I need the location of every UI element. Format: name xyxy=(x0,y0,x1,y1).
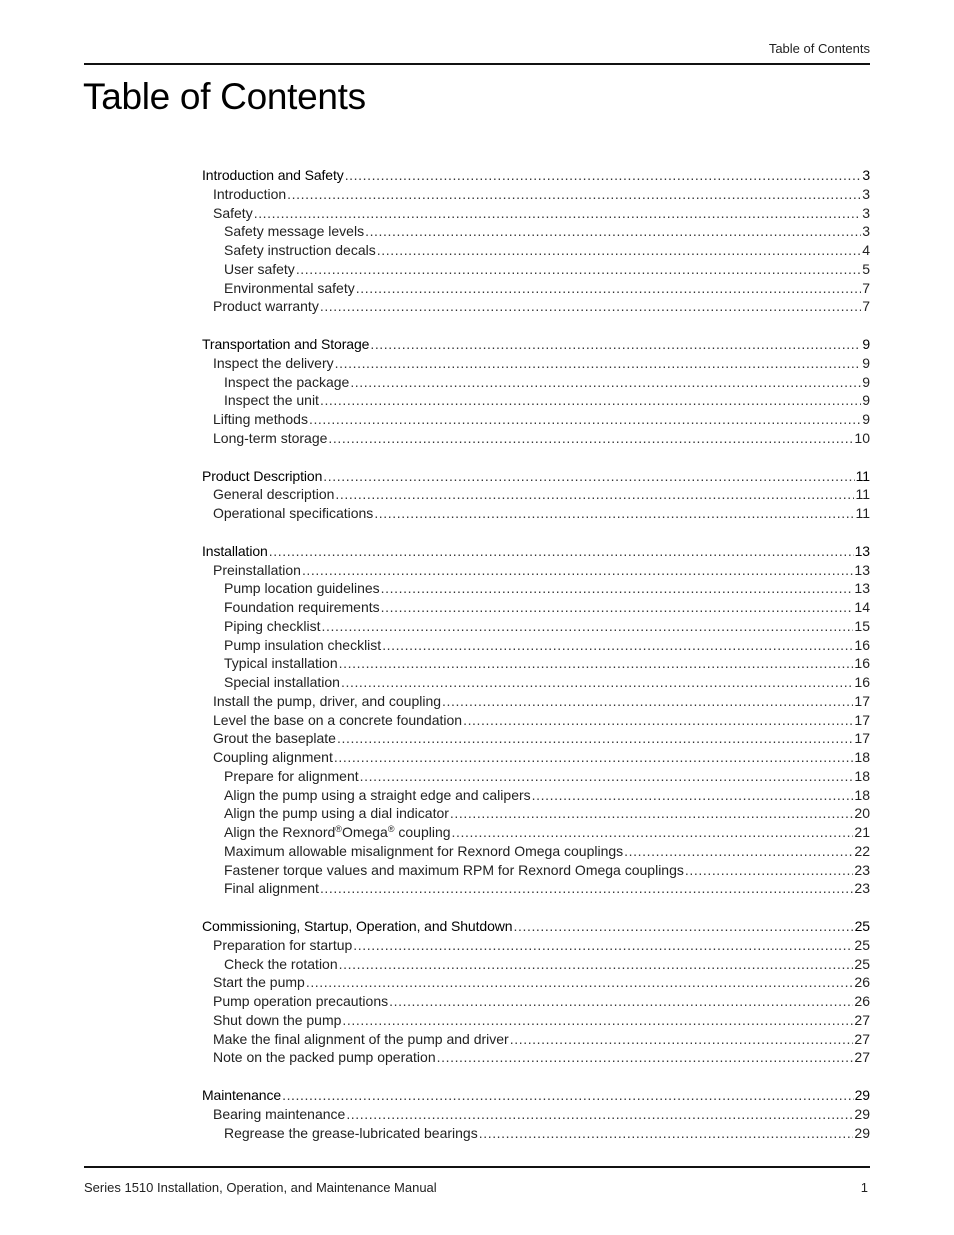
toc-dot-leader xyxy=(381,579,854,598)
toc-dot-leader xyxy=(335,485,854,504)
toc-page-number: 3 xyxy=(862,223,870,240)
toc-subsection-entry[interactable] xyxy=(202,1030,870,1049)
toc-dot-leader xyxy=(532,786,854,805)
toc-entry-title-text: Introduction and Safety xyxy=(202,167,344,183)
toc-entry-title xyxy=(224,879,319,898)
toc-subsubsection-entry[interactable] xyxy=(202,879,870,898)
toc-page-number: 9 xyxy=(862,392,870,409)
toc-dot-leader xyxy=(365,222,861,241)
toc-entry-title-text: Introduction xyxy=(213,185,287,202)
toc-dot-leader xyxy=(254,204,862,223)
toc-entry-title xyxy=(213,504,373,523)
toc-dot-leader xyxy=(463,711,853,730)
toc-dot-leader xyxy=(374,504,854,523)
toc-entry-title-text: Align the pump using a dial indicator xyxy=(224,805,449,822)
toc-page-number: 9 xyxy=(862,373,870,390)
toc-dot-leader xyxy=(339,955,854,974)
table-of-contents xyxy=(202,166,870,1161)
toc-page-number: 11 xyxy=(855,467,870,484)
toc-entry-title-text: Long-term storage xyxy=(213,429,328,446)
toc-section xyxy=(202,917,870,1067)
toc-entry-title xyxy=(224,241,376,260)
toc-subsubsection-entry[interactable] xyxy=(202,767,870,786)
toc-dot-leader xyxy=(306,973,854,992)
toc-page-number: 3 xyxy=(862,204,870,221)
toc-subsubsection-entry[interactable] xyxy=(202,823,870,842)
toc-entry-title-text: Maintenance xyxy=(202,1087,282,1103)
toc-entry-title-text: Note on the packed pump operation xyxy=(213,1049,436,1066)
toc-entry-title-text: Install the pump, driver, and coupling xyxy=(213,692,442,709)
toc-page-number: 23 xyxy=(854,880,870,897)
toc-dot-leader xyxy=(381,598,854,617)
toc-entry-title xyxy=(224,673,340,692)
toc-page-number: 21 xyxy=(854,824,870,840)
toc-page-number: 27 xyxy=(854,1049,870,1066)
toc-subsubsection-entry[interactable] xyxy=(202,1124,870,1143)
toc-entry-title xyxy=(213,729,336,748)
toc-entry-title xyxy=(224,842,623,861)
toc-subsection-entry[interactable] xyxy=(202,297,870,316)
toc-dot-leader xyxy=(382,636,853,655)
toc-entry-title xyxy=(213,973,305,992)
toc-dot-leader xyxy=(287,185,861,204)
toc-entry-title-text: Typical installation xyxy=(224,655,338,672)
toc-entry-title xyxy=(213,204,253,223)
toc-entry-title-text: Make the final alignment of the pump and driver xyxy=(213,1030,509,1047)
toc-entry-title-text: Level the base on a concrete foundation xyxy=(213,711,463,728)
toc-entry-title-text: User safety xyxy=(224,260,295,277)
toc-entry-title xyxy=(213,748,333,767)
toc-entry-title xyxy=(224,1124,478,1143)
toc-dot-leader xyxy=(328,429,853,448)
toc-entry-title-text: Check the rotation xyxy=(224,955,338,972)
toc-chapter-entry[interactable] xyxy=(202,542,870,561)
toc-dot-leader xyxy=(342,1011,853,1030)
toc-page-number: 13 xyxy=(854,542,870,559)
toc-dot-leader xyxy=(350,373,861,392)
toc-entry-title-text: General description xyxy=(213,486,335,503)
toc-dot-leader xyxy=(322,617,854,636)
toc-entry-title xyxy=(224,654,338,673)
toc-dot-leader xyxy=(346,1105,853,1124)
toc-entry-title xyxy=(224,391,319,410)
toc-subsection-entry[interactable] xyxy=(202,1105,870,1124)
toc-page-number: 4 xyxy=(862,242,870,258)
toc-entry-title xyxy=(224,598,380,617)
toc-subsubsection-entry[interactable] xyxy=(202,861,870,880)
toc-section xyxy=(202,542,870,898)
toc-dot-leader xyxy=(335,354,862,373)
toc-page-number: 3 xyxy=(862,185,870,202)
toc-entry-title xyxy=(224,279,355,298)
toc-entry-title-text: coupling xyxy=(394,824,451,840)
toc-entry-title xyxy=(213,1048,436,1067)
toc-page-number: 11 xyxy=(855,486,870,503)
toc-entry-title-text: Align the pump using a straight edge and calipers xyxy=(224,786,531,803)
toc-chapter-entry[interactable] xyxy=(202,166,870,185)
toc-page-number: 9 xyxy=(862,411,870,427)
header-rule xyxy=(84,63,870,65)
toc-entry-title-text: Safety message levels xyxy=(224,223,365,240)
toc-dot-leader xyxy=(320,391,861,410)
toc-entry-title-text: Pump operation precautions xyxy=(213,993,389,1009)
toc-entry-title-text: Maximum allowable misalignment for Rexnord Omega couplings xyxy=(224,842,624,859)
toc-entry-title-text: Inspect the unit xyxy=(224,392,319,409)
toc-page-number: 25 xyxy=(854,918,870,934)
toc-entry-title xyxy=(224,955,338,974)
toc-entry-title-text: Shut down the pump xyxy=(213,1011,342,1028)
toc-page-number: 13 xyxy=(854,561,870,578)
toc-entry-title xyxy=(224,823,451,842)
toc-entry-title xyxy=(213,936,352,955)
toc-dot-leader xyxy=(323,467,854,486)
toc-entry-title-text: Safety xyxy=(213,204,253,221)
toc-dot-leader xyxy=(624,842,853,861)
toc-page-number: 16 xyxy=(854,674,870,690)
toc-entry-title xyxy=(213,429,327,448)
toc-page-number: 23 xyxy=(854,861,870,878)
toc-dot-leader xyxy=(334,748,854,767)
toc-page-number: 18 xyxy=(854,767,870,784)
toc-chapter-entry[interactable] xyxy=(202,1086,870,1105)
toc-dot-leader xyxy=(360,767,854,786)
toc-page-number: 16 xyxy=(854,655,870,672)
toc-subsection-entry[interactable] xyxy=(202,748,870,767)
toc-dot-leader xyxy=(437,1048,854,1067)
toc-entry-title xyxy=(202,917,512,936)
toc-subsubsection-entry[interactable] xyxy=(202,579,870,598)
toc-entry-title xyxy=(213,992,388,1011)
toc-dot-leader xyxy=(302,561,853,580)
footer-rule xyxy=(84,1166,870,1168)
toc-entry-title xyxy=(213,692,441,711)
toc-entry-title-text: Omega xyxy=(341,824,388,840)
toc-entry-title xyxy=(213,410,308,429)
toc-subsection-entry[interactable] xyxy=(202,485,870,504)
toc-subsection-entry[interactable] xyxy=(202,354,870,373)
toc-chapter-entry[interactable] xyxy=(202,917,870,936)
toc-dot-leader xyxy=(339,654,854,673)
toc-dot-leader xyxy=(309,410,861,429)
toc-page-number: 10 xyxy=(854,429,870,446)
toc-entry-title xyxy=(224,222,364,241)
toc-page-number: 9 xyxy=(862,336,870,352)
toc-subsection-entry[interactable] xyxy=(202,1011,870,1030)
toc-subsubsection-entry[interactable] xyxy=(202,673,870,692)
toc-page-number: 13 xyxy=(854,580,870,597)
toc-subsubsection-entry[interactable] xyxy=(202,260,870,279)
toc-dot-leader xyxy=(296,260,861,279)
toc-page-number: 18 xyxy=(854,786,870,803)
toc-dot-leader xyxy=(513,917,853,936)
toc-entry-title xyxy=(213,711,462,730)
toc-page-number: 17 xyxy=(854,711,870,728)
toc-entry-title xyxy=(213,485,334,504)
toc-entry-title-text: Preinstallation xyxy=(213,561,301,578)
toc-entry-title-text: Safety instruction decals xyxy=(224,242,376,258)
toc-entry-title-text: Transportation and Storage xyxy=(202,336,370,352)
toc-page-number: 27 xyxy=(854,1030,870,1047)
toc-page-number: 29 xyxy=(854,1124,870,1141)
toc-entry-title xyxy=(202,166,344,185)
toc-subsection-entry[interactable] xyxy=(202,185,870,204)
toc-page-number: 11 xyxy=(855,505,870,521)
toc-entry-title xyxy=(224,617,321,636)
toc-subsection-entry[interactable] xyxy=(202,973,870,992)
toc-chapter-entry[interactable] xyxy=(202,467,870,486)
toc-page-number: 27 xyxy=(854,1011,870,1028)
toc-dot-leader xyxy=(479,1124,854,1143)
toc-entry-title-text: Start the pump xyxy=(213,974,305,991)
toc-entry-title-text: Special installation xyxy=(224,674,340,690)
toc-subsubsection-entry[interactable] xyxy=(202,391,870,410)
toc-subsubsection-entry[interactable] xyxy=(202,241,870,260)
toc-page-number: 17 xyxy=(854,692,870,709)
toc-subsubsection-entry[interactable] xyxy=(202,842,870,861)
toc-page-number: 5 xyxy=(862,260,870,277)
toc-dot-leader xyxy=(356,279,861,298)
toc-entry-title-text: Inspect the delivery xyxy=(213,354,334,371)
toc-page-number: 7 xyxy=(862,298,870,315)
toc-entry-title-text: Preparation for startup xyxy=(213,936,353,953)
running-header: Table of Contents xyxy=(768,41,870,56)
toc-page-number: 9 xyxy=(862,354,870,371)
toc-entry-title xyxy=(224,786,531,805)
toc-subsection-entry[interactable] xyxy=(202,410,870,429)
toc-entry-title xyxy=(213,297,319,316)
toc-subsubsection-entry[interactable] xyxy=(202,955,870,974)
toc-subsubsection-entry[interactable] xyxy=(202,617,870,636)
toc-dot-leader xyxy=(341,673,853,692)
toc-entry-title xyxy=(202,542,268,561)
toc-entry-title-text: Final alignment xyxy=(224,880,319,897)
toc-entry-title xyxy=(224,804,449,823)
toc-subsection-entry[interactable] xyxy=(202,992,870,1011)
toc-entry-title xyxy=(224,636,381,655)
toc-subsubsection-entry[interactable] xyxy=(202,804,870,823)
toc-subsection-entry[interactable] xyxy=(202,936,870,955)
footer-page-number: 1 xyxy=(860,1180,868,1195)
toc-subsubsection-entry[interactable] xyxy=(202,636,870,655)
toc-entry-title xyxy=(213,1011,341,1030)
toc-entry-title-text: Fastener torque values and maximum RPM for Rexnord Omega couplings xyxy=(224,861,684,878)
toc-page-number: 14 xyxy=(854,599,870,615)
toc-entry-title-text: Grout the baseplate xyxy=(213,730,336,747)
toc-dot-leader xyxy=(510,1030,854,1049)
toc-entry-title-text: Pump insulation checklist xyxy=(224,636,382,653)
toc-entry-title xyxy=(224,861,684,880)
toc-subsubsection-entry[interactable] xyxy=(202,222,870,241)
toc-page-number: 29 xyxy=(854,1087,870,1103)
toc-entry-title xyxy=(202,1086,281,1105)
toc-dot-leader xyxy=(353,936,853,955)
toc-page-number: 25 xyxy=(854,955,870,972)
toc-entry-title xyxy=(202,335,369,354)
toc-page-number: 20 xyxy=(854,805,870,822)
toc-dot-leader xyxy=(269,542,854,561)
toc-page-number: 26 xyxy=(854,974,870,991)
toc-page-number: 15 xyxy=(854,617,870,634)
toc-dot-leader xyxy=(442,692,853,711)
toc-subsection-entry[interactable] xyxy=(202,561,870,580)
toc-entry-title xyxy=(224,579,380,598)
toc-page-number: 29 xyxy=(854,1105,870,1122)
toc-entry-title-text: Environmental safety xyxy=(224,279,355,296)
toc-entry-title xyxy=(224,373,349,392)
toc-subsubsection-entry[interactable] xyxy=(202,279,870,298)
toc-entry-title xyxy=(224,260,295,279)
toc-entry-title-text: Align the Rexnord xyxy=(224,824,336,840)
toc-page-number: 22 xyxy=(854,842,870,859)
footer-document-title: Series 1510 Installation, Operation, and Maintenance Manual xyxy=(84,1180,437,1195)
toc-entry-title-text: Bearing maintenance xyxy=(213,1105,346,1122)
toc-dot-leader xyxy=(450,804,854,823)
toc-dot-leader xyxy=(685,861,854,880)
toc-subsection-entry[interactable] xyxy=(202,729,870,748)
toc-subsection-entry[interactable] xyxy=(202,711,870,730)
registered-mark: ® xyxy=(335,824,342,834)
toc-subsubsection-entry[interactable] xyxy=(202,373,870,392)
toc-entry-title xyxy=(213,561,301,580)
toc-section xyxy=(202,1086,870,1142)
toc-entry-title-text: Regrease the grease-lubricated bearings xyxy=(224,1124,478,1141)
toc-entry-title-text: Lifting methods xyxy=(213,411,308,427)
toc-page-number: 7 xyxy=(862,279,870,296)
page-title: Table of Contents xyxy=(83,76,366,117)
toc-page-number: 18 xyxy=(854,749,870,765)
toc-subsection-entry[interactable] xyxy=(202,1048,870,1067)
toc-entry-title-text: Commissioning, Startup, Operation, and Shutdown xyxy=(202,918,513,934)
toc-subsection-entry[interactable] xyxy=(202,204,870,223)
toc-entry-title xyxy=(202,467,322,486)
toc-subsubsection-entry[interactable] xyxy=(202,654,870,673)
toc-entry-title-text: Coupling alignment xyxy=(213,749,333,765)
toc-dot-leader xyxy=(337,729,853,748)
registered-mark: ® xyxy=(387,824,395,834)
toc-entry-title xyxy=(213,354,334,373)
toc-entry-title-text: Product warranty xyxy=(213,298,319,315)
toc-entry-title xyxy=(213,1030,509,1049)
toc-entry-title xyxy=(213,185,286,204)
toc-subsubsection-entry[interactable] xyxy=(202,598,870,617)
toc-section xyxy=(202,467,870,523)
toc-dot-leader xyxy=(345,166,862,185)
toc-subsection-entry[interactable] xyxy=(202,429,870,448)
toc-dot-leader xyxy=(320,297,861,316)
toc-page-number: 3 xyxy=(862,167,870,183)
toc-dot-leader xyxy=(452,823,854,842)
toc-dot-leader xyxy=(370,335,861,354)
toc-entry-title xyxy=(213,1105,345,1124)
toc-page-number: 25 xyxy=(854,936,870,953)
toc-entry-title-text: Piping checklist xyxy=(224,617,321,634)
toc-entry-title-text: Installation xyxy=(202,542,268,559)
toc-dot-leader xyxy=(377,241,861,260)
toc-subsubsection-entry[interactable] xyxy=(202,786,870,805)
toc-dot-leader xyxy=(389,992,853,1011)
toc-entry-title-text: Pump location guidelines xyxy=(224,580,380,597)
toc-page-number: 26 xyxy=(854,993,870,1009)
toc-subsection-entry[interactable] xyxy=(202,692,870,711)
toc-entry-title xyxy=(224,767,359,786)
toc-subsection-entry[interactable] xyxy=(202,504,870,523)
toc-entry-title-text: Prepare for alignment xyxy=(224,767,359,784)
toc-entry-title-text: Operational specifications xyxy=(213,505,374,521)
toc-section xyxy=(202,335,870,448)
toc-entry-title-text: Product Description xyxy=(202,467,323,484)
toc-entry-title-text: Inspect the package xyxy=(224,373,350,390)
toc-entry-title-text: Foundation requirements xyxy=(224,599,380,615)
toc-dot-leader xyxy=(320,879,853,898)
toc-section xyxy=(202,166,870,316)
toc-page-number: 17 xyxy=(854,730,870,747)
toc-page-number: 16 xyxy=(854,636,870,653)
toc-chapter-entry[interactable] xyxy=(202,335,870,354)
toc-dot-leader xyxy=(282,1086,854,1105)
